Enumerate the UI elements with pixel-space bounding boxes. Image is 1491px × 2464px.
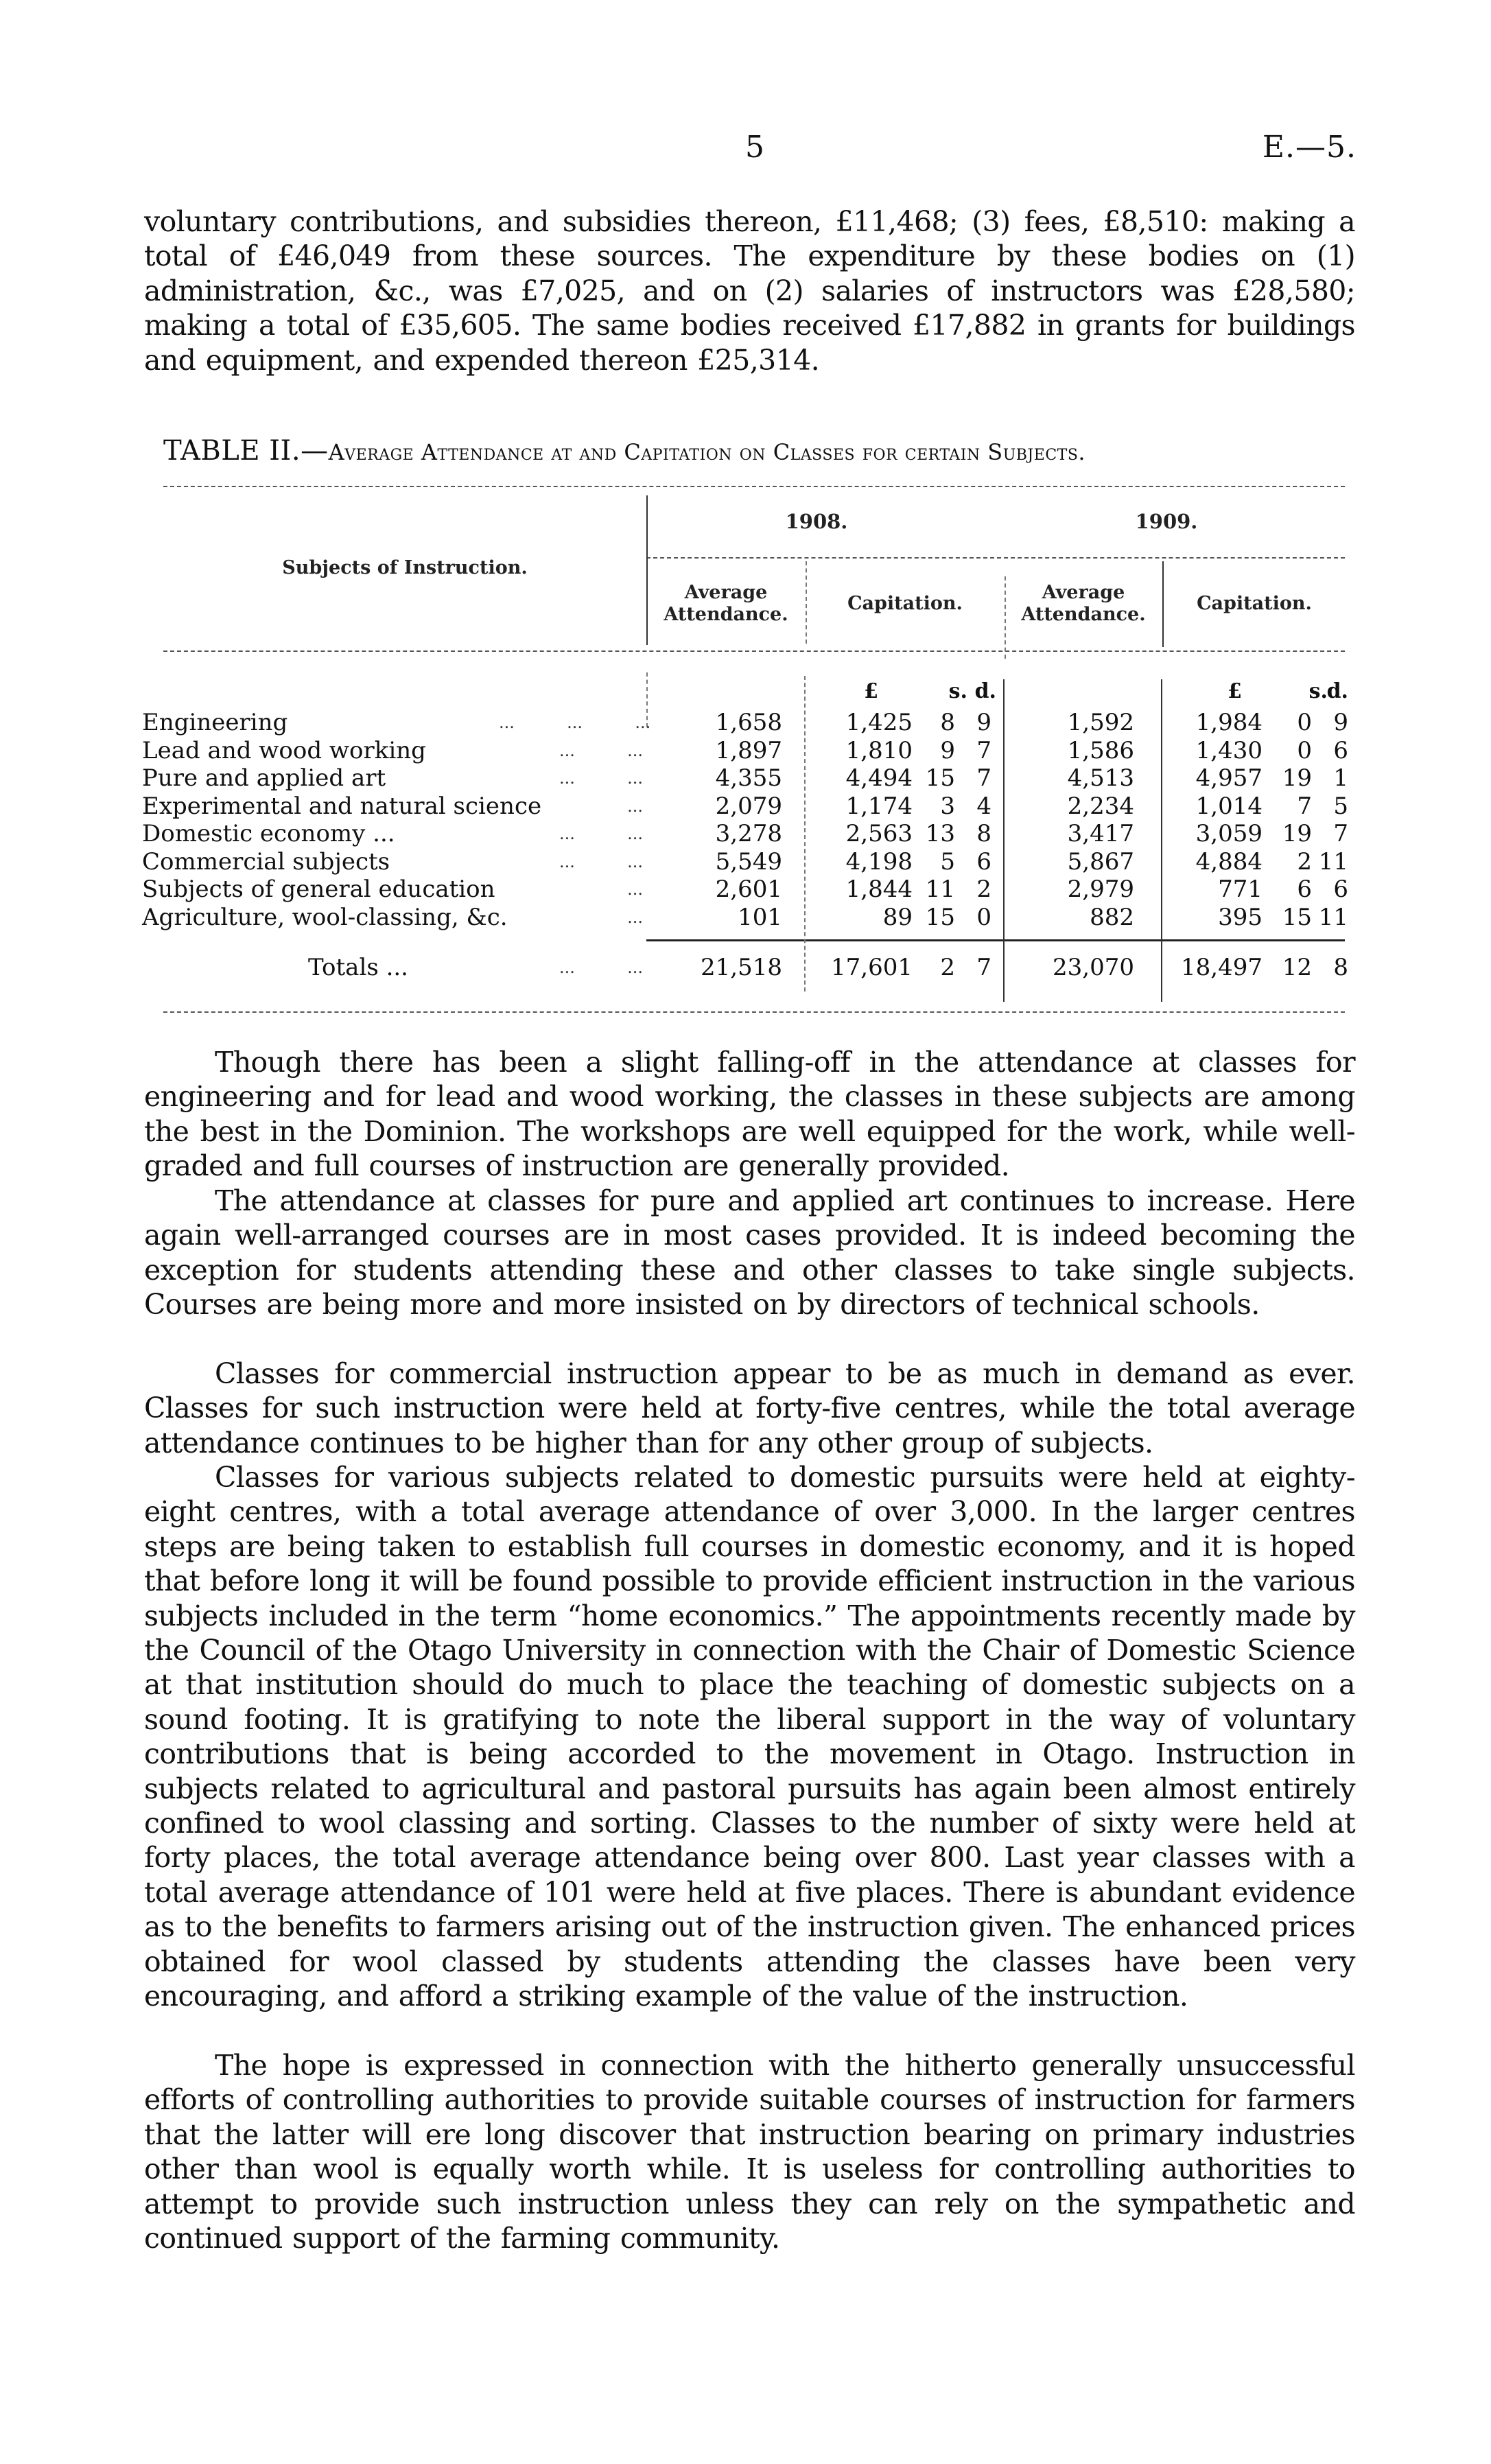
capitation-1909-pounds: 771 bbox=[1218, 876, 1263, 903]
subjects-header: Subjects of Instruction. bbox=[282, 557, 528, 578]
capitation-1908-pence: 8 bbox=[976, 820, 991, 847]
table-row bbox=[142, 848, 1357, 876]
attendance-label: Attendance. bbox=[1021, 604, 1146, 625]
table-title-text: Average Attendance at and Capitation on Classes for certain Subjects. bbox=[328, 439, 1086, 465]
subject-name: Lead and wood working bbox=[142, 736, 426, 764]
avg-label: Average bbox=[1042, 582, 1125, 603]
capitation-1908-shillings: 2 bbox=[940, 954, 955, 981]
capitation-1909-pounds: 1,430 bbox=[1195, 736, 1263, 764]
capitation-1909-shillings: 12 bbox=[1282, 954, 1312, 981]
capitation-1908-pounds: 89 bbox=[882, 903, 913, 931]
intro-paragraph: voluntary contributions, and subsidies thereon, £11,468; (3) fees, £8,510: making a total of £46,049 from these sources. The expenditure by these bodies on (1) administration, &c., was £7,025, and on (2) salaries of instructors was £28,580; making a total of £35,605. The same bodies received £17,882 in grants for buildings and equipment, and expended thereon £25,314. bbox=[144, 205, 1355, 377]
capitation-1908-shillings: 13 bbox=[925, 820, 955, 847]
attendance-1909: 2,979 bbox=[1067, 876, 1134, 903]
capitation-1908-pence: 7 bbox=[976, 736, 991, 764]
attendance-1908: 1,658 bbox=[715, 709, 782, 736]
capitation-1909-pounds: 1,014 bbox=[1195, 792, 1263, 820]
leader-dots: ... ... ... bbox=[499, 713, 651, 732]
capitation-1909-pence: 5 bbox=[1333, 792, 1348, 820]
leader-dots: ... ... bbox=[559, 740, 643, 760]
paragraph-5: The hope is expressed in connection with the hitherto generally unsuccessful efforts of controlling authorities to provide suitable courses of instruction for farmers that the latter will ere long discover that instruction bearing on primary industries other than wool is equally worth while. It is useless for controlling authorities to attempt to provide such instruction unless they can rely on the sympathetic and continued support of the farming community. bbox=[144, 2049, 1355, 2255]
year-1909-header: 1909. bbox=[1135, 510, 1198, 533]
capitation-1908-pence: 7 bbox=[976, 954, 991, 981]
capitation-1909-shillings: 7 bbox=[1297, 792, 1312, 820]
table-row bbox=[142, 764, 1357, 792]
capitation-1908-pounds: 1,810 bbox=[845, 736, 913, 764]
subject-name: Commercial subjects bbox=[142, 847, 390, 876]
subject-name: Engineering bbox=[142, 709, 288, 736]
leader-dots: ... bbox=[627, 796, 643, 816]
totals-label: Totals ... bbox=[308, 954, 408, 981]
capitation-1909-pounds: 1,984 bbox=[1195, 709, 1263, 736]
paragraph-2: The attendance at classes for pure and applied art continues to increase. Here again well-arranged courses are in most cases provided. It is indeed becoming the exception for students attending these and other classes to take single subjects. Courses are being more and more insisted on by directors of technical schools. bbox=[144, 1184, 1355, 1322]
capitation-1909-pounds: 4,884 bbox=[1195, 847, 1263, 876]
avg-attendance-1908-header bbox=[648, 582, 804, 626]
attendance-1909: 4,513 bbox=[1067, 764, 1134, 792]
capitation-1908-shillings: 11 bbox=[925, 876, 955, 903]
table-row bbox=[142, 709, 1357, 736]
table-row bbox=[142, 737, 1357, 764]
capitation-1908-pounds: 4,198 bbox=[845, 847, 913, 876]
capitation-1908-shillings: 5 bbox=[940, 847, 955, 876]
capitation-1909-pence: 8 bbox=[1333, 954, 1348, 981]
capitation-1909-pence: 1 bbox=[1333, 764, 1348, 792]
page-number: 5 bbox=[745, 130, 764, 165]
capitation-1909-pounds: 4,957 bbox=[1195, 764, 1263, 792]
totals-row bbox=[142, 954, 1357, 981]
capitation-1909-pounds: 18,497 bbox=[1181, 954, 1263, 981]
subject-name: Subjects of general education bbox=[142, 876, 495, 903]
table-row bbox=[142, 793, 1357, 820]
attendance-1909: 3,417 bbox=[1067, 820, 1134, 847]
capitation-1908-pence: 7 bbox=[976, 764, 991, 792]
subject-name: Domestic economy ... bbox=[142, 820, 395, 847]
attendance-1908: 1,897 bbox=[715, 736, 782, 764]
paragraph-1: Though there has been a slight falling-off in the attendance at classes for engineering and for lead and wood working, the classes in these subjects are among the best in the Dominion. The workshops are well equipped for the work, while well-graded and full courses of instruction are generally provided. bbox=[144, 1046, 1355, 1183]
header-year-rule bbox=[646, 557, 1345, 559]
capitation-1908-shillings: 8 bbox=[940, 709, 955, 736]
attendance-1909: 5,867 bbox=[1067, 847, 1134, 876]
leader-dots: ... ... bbox=[559, 824, 643, 843]
capitation-1909-pence: 7 bbox=[1333, 820, 1348, 847]
capitation-1908-pounds: 1,174 bbox=[845, 792, 913, 820]
capitation-1909-pence: 11 bbox=[1318, 847, 1348, 876]
capitation-1909-pence: 6 bbox=[1333, 736, 1348, 764]
capitation-1908-pounds: 1,425 bbox=[845, 709, 913, 736]
capitation-1908-pence: 4 bbox=[976, 792, 991, 820]
totals-rule bbox=[646, 939, 1345, 941]
capitation-1908-shillings: 9 bbox=[940, 736, 955, 764]
leader-dots: ... bbox=[627, 907, 643, 927]
capitation-1908-pounds: 17,601 bbox=[831, 954, 913, 981]
leader-dots: ... bbox=[627, 880, 643, 899]
leader-dots: ... ... bbox=[559, 852, 643, 871]
attendance-1908: 4,355 bbox=[715, 764, 782, 792]
capitation-1908-pounds: 1,844 bbox=[845, 876, 913, 903]
attendance-label: Attendance. bbox=[664, 604, 788, 625]
attendance-1909: 1,586 bbox=[1067, 736, 1134, 764]
pence-unit-1909: d. bbox=[1326, 679, 1348, 703]
capitation-1908-pence: 6 bbox=[976, 847, 991, 876]
avg-label: Average bbox=[684, 582, 768, 603]
capitation-1909-shillings: 0 bbox=[1297, 736, 1312, 764]
table-top-rule bbox=[163, 486, 1345, 487]
capitation-1909-pounds: 3,059 bbox=[1195, 820, 1263, 847]
shillings-unit-1909: s. bbox=[1308, 679, 1328, 703]
capitation-1909-shillings: 6 bbox=[1297, 876, 1312, 903]
leader-dots: ... ... bbox=[559, 958, 643, 977]
attendance-1909: 1,592 bbox=[1067, 709, 1134, 736]
subject-name: Experimental and natural science bbox=[142, 792, 542, 820]
pounds-unit-1908: £ bbox=[864, 679, 878, 703]
attendance-1908: 21,518 bbox=[701, 954, 782, 981]
header-bottom-rule bbox=[163, 650, 1345, 652]
capitation-1908-pounds: 4,494 bbox=[845, 764, 913, 792]
capitation-1909-pence: 6 bbox=[1333, 876, 1348, 903]
capitation-1909-header: Capitation. bbox=[1197, 593, 1312, 614]
document-reference: E.—5. bbox=[1262, 130, 1357, 165]
subject-name: Agriculture, wool-classing, &c. bbox=[142, 903, 508, 931]
capitation-1908-pence: 9 bbox=[976, 709, 991, 736]
table-row bbox=[142, 904, 1357, 931]
attendance-1908: 101 bbox=[738, 903, 782, 931]
capitation-1908-pence: 0 bbox=[976, 903, 991, 931]
capitation-1908-shillings: 15 bbox=[925, 903, 955, 931]
capitation-1908-pence: 2 bbox=[976, 876, 991, 903]
table-bottom-rule bbox=[163, 1011, 1345, 1013]
paragraph-3: Classes for commercial instruction appear to be as much in demand as ever. Classes for such instruction were held at forty-five centres, while the total average attendance continues to be higher than for any other group of subjects. bbox=[144, 1357, 1355, 1459]
capitation-1909-shillings: 2 bbox=[1297, 847, 1312, 876]
attendance-1908: 2,601 bbox=[715, 876, 782, 903]
table-title bbox=[163, 434, 1085, 469]
capitation-1908-shillings: 3 bbox=[940, 792, 955, 820]
pence-unit-1908: d. bbox=[974, 679, 996, 703]
capitation-1909-pence: 11 bbox=[1318, 903, 1348, 931]
pounds-unit-1909: £ bbox=[1228, 679, 1242, 703]
capitation-1909-shillings: 19 bbox=[1282, 764, 1312, 792]
table-row bbox=[142, 820, 1357, 847]
capitation-1909-shillings: 0 bbox=[1297, 709, 1312, 736]
attendance-1909: 882 bbox=[1090, 903, 1134, 931]
capitation-1908-header: Capitation. bbox=[847, 593, 963, 614]
attendance-1908: 2,079 bbox=[715, 792, 782, 820]
leader-dots: ... ... bbox=[559, 768, 643, 788]
subject-name: Pure and applied art bbox=[142, 764, 386, 792]
attendance-1908: 5,549 bbox=[715, 847, 782, 876]
capitation-1908-shillings: 15 bbox=[925, 764, 955, 792]
avg-attendance-1909-header bbox=[1006, 582, 1161, 626]
attendance-1909: 2,234 bbox=[1067, 792, 1134, 820]
attendance-1909: 23,070 bbox=[1053, 954, 1134, 981]
capitation-1909-shillings: 19 bbox=[1282, 820, 1312, 847]
capitation-1908-pounds: 2,563 bbox=[845, 820, 913, 847]
shillings-unit-1908: s. bbox=[948, 679, 967, 703]
paragraph-4: Classes for various subjects related to domestic pursuits were held at eighty-eight centres, with a total average attendance of over 3,000. In the larger centres steps are being taken to establish full courses in domestic economy, and it is hoped that before long it will be found possible to provide efficient instruction in the various subjects included in the term “home economics.” The appointments recently made by the Council of the Otago University in connection with the Chair of Domestic Science at that institution should do much to place the teaching of domestic subjects on a sound footing. It is gratifying to note the liberal support in the way of voluntary contributions that is being accorded to the movement in Otago. Instruction in subjects related to agricultural and pastoral pursuits has again been almost entirely confined to wool classing and sorting. Classes to the number of sixty were held at forty places, the total average attendance being over 800. Last year classes with a total average attendance of 101 were held at five places. There is abundant evidence as to the benefits to farmers arising out of the instruction given. The enhanced prices obtained for wool classed by students attending the classes have been very encouraging, and afford a striking example of the value of the instruction. bbox=[144, 1461, 1355, 2013]
capitation-1909-shillings: 15 bbox=[1282, 903, 1312, 931]
year-1908-header: 1908. bbox=[785, 510, 848, 533]
table-row bbox=[142, 876, 1357, 903]
attendance-1908: 3,278 bbox=[715, 820, 782, 847]
table-title-prefix: TABLE II.— bbox=[163, 435, 329, 467]
capitation-1909-pounds: 395 bbox=[1218, 903, 1263, 931]
capitation-1909-pence: 9 bbox=[1333, 709, 1348, 736]
